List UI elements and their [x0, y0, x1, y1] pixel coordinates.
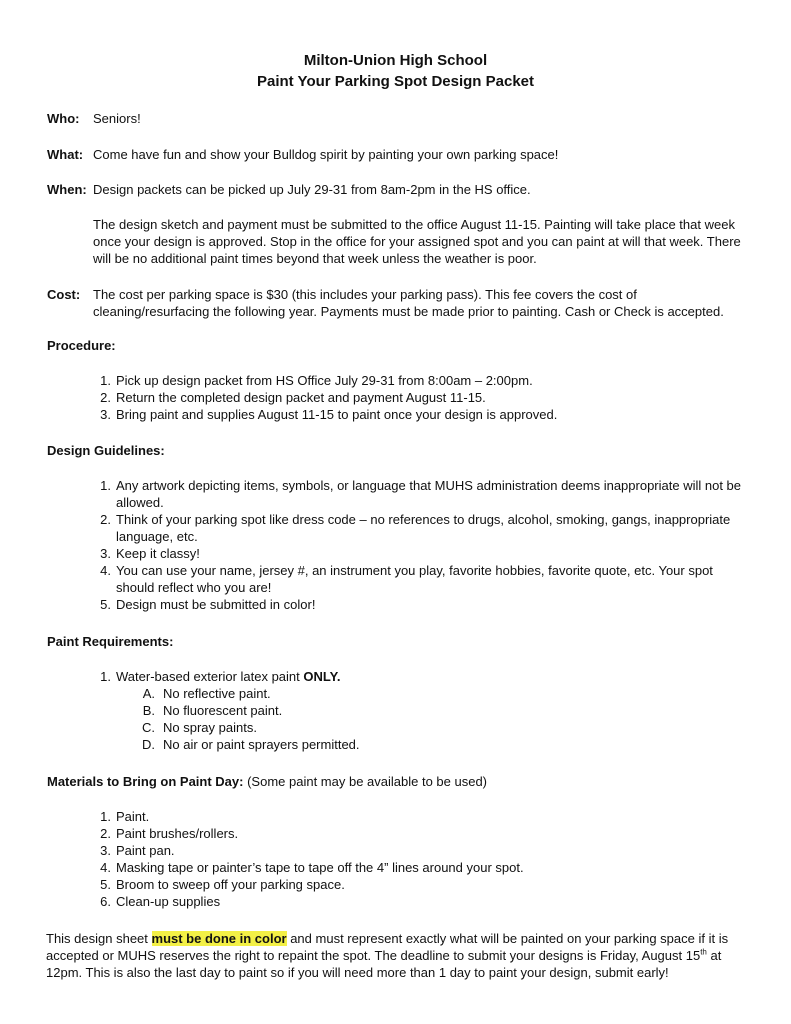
footer-paragraph — [46, 930, 746, 981]
guidelines-list — [93, 477, 743, 613]
materials-note: (Some paint may be available to be used) — [243, 774, 488, 789]
item-text: No reflective paint. — [163, 686, 271, 701]
when-paragraph: The design sketch and payment must be submitted to the office August 11-15. Painting will take place that week once your design is approved. Stop in the office for your assigned spot and you can paint at will that week. There will be no additional paint times beyond that week unless the weather is poor. — [93, 217, 741, 266]
list-item — [93, 372, 743, 389]
paint-list — [93, 668, 743, 685]
item-number: 1. — [100, 669, 111, 684]
cost-text: The cost per parking space is $30 (this includes your parking pass). This fee covers the cost of cleaning/resurfacing the following year. Payments must be made prior to painting. Cash or Check is accepted. — [93, 287, 724, 319]
list-item — [93, 859, 743, 876]
list-item — [93, 808, 743, 825]
when-text: Design packets can be picked up July 29-31 from 8am-2pm in the HS office. — [93, 182, 531, 197]
item-text: Broom to sweep off your parking space. — [116, 877, 345, 892]
paint-sub-list — [93, 685, 743, 753]
item-number: 2. — [100, 826, 111, 841]
footer-text-1: This design sheet — [46, 931, 152, 946]
item-text: Pick up design packet from HS Office July 29-31 from 8:00am – 2:00pm. — [116, 373, 533, 388]
item-text: Keep it classy! — [116, 546, 200, 561]
item-number: 2. — [100, 512, 111, 527]
what-text: Come have fun and show your Bulldog spirit by painting your own parking space! — [93, 147, 559, 162]
item-number: 4. — [100, 860, 111, 875]
list-item — [93, 736, 743, 753]
list-item — [93, 719, 743, 736]
item-text: Clean-up supplies — [116, 894, 221, 909]
list-item — [93, 825, 743, 842]
list-item — [93, 477, 743, 511]
when-label: When: — [47, 182, 87, 197]
footer-text-3: at 12pm. This is also the last day to paint so if you will need more than 1 day to paint your design, submit early! — [46, 948, 722, 980]
item-text: Paint pan. — [116, 843, 175, 858]
list-item — [93, 702, 743, 719]
list-item — [93, 562, 743, 596]
item-letter: B. — [142, 703, 155, 718]
list-item — [93, 545, 743, 562]
item-number: 3. — [100, 843, 111, 858]
materials-list — [93, 808, 743, 910]
list-item — [93, 406, 743, 423]
item-text: Bring paint and supplies August 11-15 to paint once your design is approved. — [116, 407, 558, 422]
item-text: No fluorescent paint. — [163, 703, 283, 718]
item-text: Return the completed design packet and payment August 11-15. — [116, 390, 486, 405]
guidelines-heading: Design Guidelines: — [47, 443, 165, 458]
item-text: You can use your name, jersey #, an instrument you play, favorite hobbies, favorite quote, etc. Your spot should reflect who you are! — [116, 563, 713, 595]
item-number: 4. — [100, 563, 111, 578]
item-number: 1. — [100, 809, 111, 824]
item-text: Paint. — [116, 809, 150, 824]
procedure-list — [93, 372, 743, 423]
item-number: 3. — [100, 407, 111, 422]
materials-heading: Materials to Bring on Paint Day: — [47, 774, 244, 789]
list-item — [93, 876, 743, 893]
item-text: No spray paints. — [163, 720, 257, 735]
item-number: 3. — [100, 546, 111, 561]
item-number: 5. — [100, 597, 111, 612]
who-label: Who: — [47, 111, 80, 126]
item-letter: D. — [142, 737, 155, 752]
list-item — [93, 511, 743, 545]
who-text: Seniors! — [93, 111, 141, 126]
procedure-heading: Procedure: — [47, 338, 116, 353]
item-emphasis: ONLY. — [303, 669, 341, 684]
item-number: 6. — [100, 894, 111, 909]
item-text: Any artwork depicting items, symbols, or language that MUHS administration deems inappropriate will not be allowed. — [116, 478, 742, 510]
footer-superscript: th — [700, 947, 707, 957]
list-item — [93, 842, 743, 859]
materials-heading-line — [47, 773, 487, 790]
item-number: 2. — [100, 390, 111, 405]
item-text: Design must be submitted in color! — [116, 597, 316, 612]
cost-label: Cost: — [47, 287, 81, 302]
paint-heading: Paint Requirements: — [47, 634, 174, 649]
school-name: Milton-Union High School — [303, 52, 488, 69]
item-text: Paint brushes/rollers. — [116, 826, 239, 841]
list-item — [93, 389, 743, 406]
color-highlight: must be done in color — [151, 931, 287, 946]
footer-text-2: and must represent exactly what will be painted on your parking space if it is accepted or MUHS reserves the right to repaint the spot. The deadline to submit your designs is Friday, August 15 — [46, 931, 729, 963]
packet-title: Paint Your Parking Spot Design Packet — [256, 73, 535, 90]
item-text: Water-based exterior latex paint — [116, 669, 304, 684]
item-text: No air or paint sprayers permitted. — [163, 737, 360, 752]
item-text: Masking tape or painter’s tape to tape off the 4” lines around your spot. — [116, 860, 524, 875]
item-number: 5. — [100, 877, 111, 892]
item-letter: C. — [142, 720, 155, 735]
list-item — [93, 685, 743, 702]
list-item — [93, 668, 743, 685]
what-label: What: — [47, 147, 84, 162]
list-item — [93, 893, 743, 910]
list-item — [93, 596, 743, 613]
item-letter: A. — [142, 686, 155, 701]
item-number: 1. — [100, 478, 111, 493]
item-text: Think of your parking spot like dress code – no references to drugs, alcohol, smoking, gangs, inappropriate language, etc. — [116, 512, 731, 544]
item-number: 1. — [100, 373, 111, 388]
